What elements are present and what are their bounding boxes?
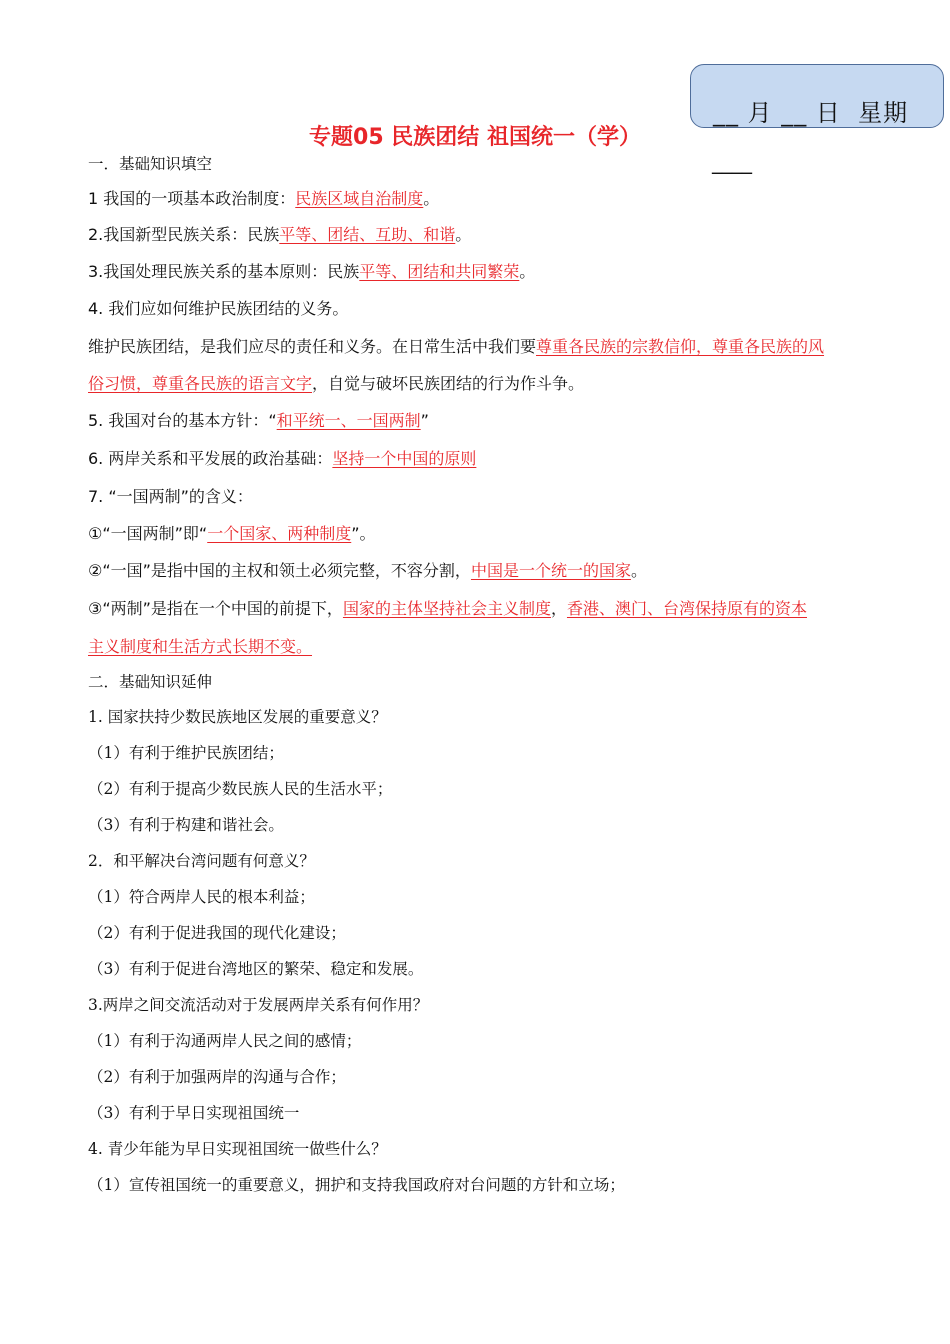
q4-answer-part2: 俗习惯，尊重各民族的语言文字	[88, 374, 313, 393]
q6-text: 6. 两岸关系和平发展的政治基础：	[88, 449, 333, 468]
q7-3-answer3: 主义制度和生活方式长期不变。	[88, 637, 313, 656]
q7-line	[88, 484, 253, 507]
date-weekday-blank: ____	[712, 150, 752, 174]
s2-q1-item: （2）有利于提高少数民族人民的生活水平；	[88, 780, 393, 798]
q4-line	[88, 296, 348, 319]
section2-heading: 二．基础知识延伸	[88, 673, 213, 691]
s2-q4-item: （1）宣传祖国统一的重要意义，拥护和支持我国政府对台问题的方针和立场；	[88, 1176, 625, 1194]
q7-1-tail: ”。	[351, 524, 376, 543]
s2-q3-item: （3）有利于早日实现祖国统一	[88, 1104, 300, 1122]
q2-answer: 平等、团结、互助、和谐	[279, 225, 456, 244]
q7-3-line2	[88, 634, 312, 657]
q3-tail: 。	[519, 262, 536, 281]
q1-line	[88, 186, 439, 209]
q7-1-line	[88, 521, 376, 544]
q4-answer-prefix: 维护民族团结，是我们应尽的责任和义务。在日常生活中我们要	[88, 337, 537, 356]
s2-q3-item: （1）有利于沟通两岸人民之间的感情；	[88, 1032, 362, 1050]
q6-line	[88, 446, 476, 469]
q7-2-answer: 中国是一个统一的国家	[470, 561, 631, 580]
s2-q1-item: （3）有利于构建和谐社会。	[88, 816, 284, 834]
q7-2-text: ②“一国”是指中国的主权和领土必须完整，不容分割，	[88, 561, 471, 580]
q1-text: 1 我国的一项基本政治制度：	[88, 189, 296, 208]
page-title: 专题05 民族团结 祖国统一（学）	[309, 125, 641, 150]
q1-answer: 民族区域自治制度	[295, 189, 424, 208]
s2-q3: 3.两岸之间交流活动对于发展两岸关系有何作用？	[88, 996, 429, 1014]
s2-q1: 1. 国家扶持少数民族地区发展的重要意义？	[88, 708, 387, 726]
s2-q2-item: （3）有利于促进台湾地区的繁荣、稳定和发展。	[88, 960, 424, 978]
q2-line	[88, 222, 471, 245]
s2-q1-item: （1）有利于维护民族团结；	[88, 744, 284, 762]
q4-text: 4. 我们应如何维护民族团结的义务。	[88, 299, 349, 318]
q7-1-answer: 一个国家、两种制度	[207, 524, 352, 543]
q1-tail: 。	[423, 189, 440, 208]
date-box	[690, 64, 944, 128]
q7-3-sep: ，	[550, 599, 567, 618]
q7-3-line1	[88, 596, 807, 619]
q7-1-text: ①“一国两制”即“	[88, 524, 208, 543]
q5-line	[88, 408, 429, 431]
q7-3-text: ③“两制”是指在一个中国的前提下，	[88, 599, 343, 618]
q7-2-tail: 。	[630, 561, 647, 580]
q5-text: 5. 我国对台的基本方针：“	[88, 411, 277, 430]
s2-q4: 4. 青少年能为早日实现祖国统一做些什么？	[88, 1140, 387, 1158]
s2-q2: 2．和平解决台湾问题有何意义？	[88, 852, 315, 870]
section1-heading: 一．基础知识填空	[88, 155, 213, 173]
q5-answer: 和平统一、一国两制	[276, 411, 421, 430]
q4-answer-tail: ，自觉与破坏民族团结的行为作斗争。	[312, 374, 585, 393]
q3-text: 3.我国处理民族关系的基本原则：民族	[88, 262, 360, 281]
q7-text: 7. “一国两制”的含义：	[88, 487, 253, 506]
q4-answer-line2	[88, 371, 584, 394]
q3-answer: 平等、团结和共同繁荣	[359, 262, 520, 281]
s2-q2-item: （1）符合两岸人民的根本利益；	[88, 888, 315, 906]
q7-3-answer1: 国家的主体坚持社会主义制度	[342, 599, 551, 618]
q7-2-line	[88, 558, 647, 581]
q2-text: 2.我国新型民族关系：民族	[88, 225, 280, 244]
q4-answer-part1: 尊重各民族的宗教信仰，尊重各民族的风	[536, 337, 825, 356]
q5-tail: ”	[420, 411, 429, 430]
q4-answer-line1	[88, 334, 824, 357]
q3-line	[88, 259, 535, 282]
date-label: __ 月 __ 日 星期	[713, 99, 909, 127]
q2-tail: 。	[455, 225, 472, 244]
s2-q2-item: （2）有利于促进我国的现代化建设；	[88, 924, 346, 942]
s2-q3-item: （2）有利于加强两岸的沟通与合作；	[88, 1068, 346, 1086]
q7-3-answer2: 香港、澳门、台湾保持原有的资本	[566, 599, 807, 618]
q6-answer: 坚持一个中国的原则	[332, 449, 477, 468]
